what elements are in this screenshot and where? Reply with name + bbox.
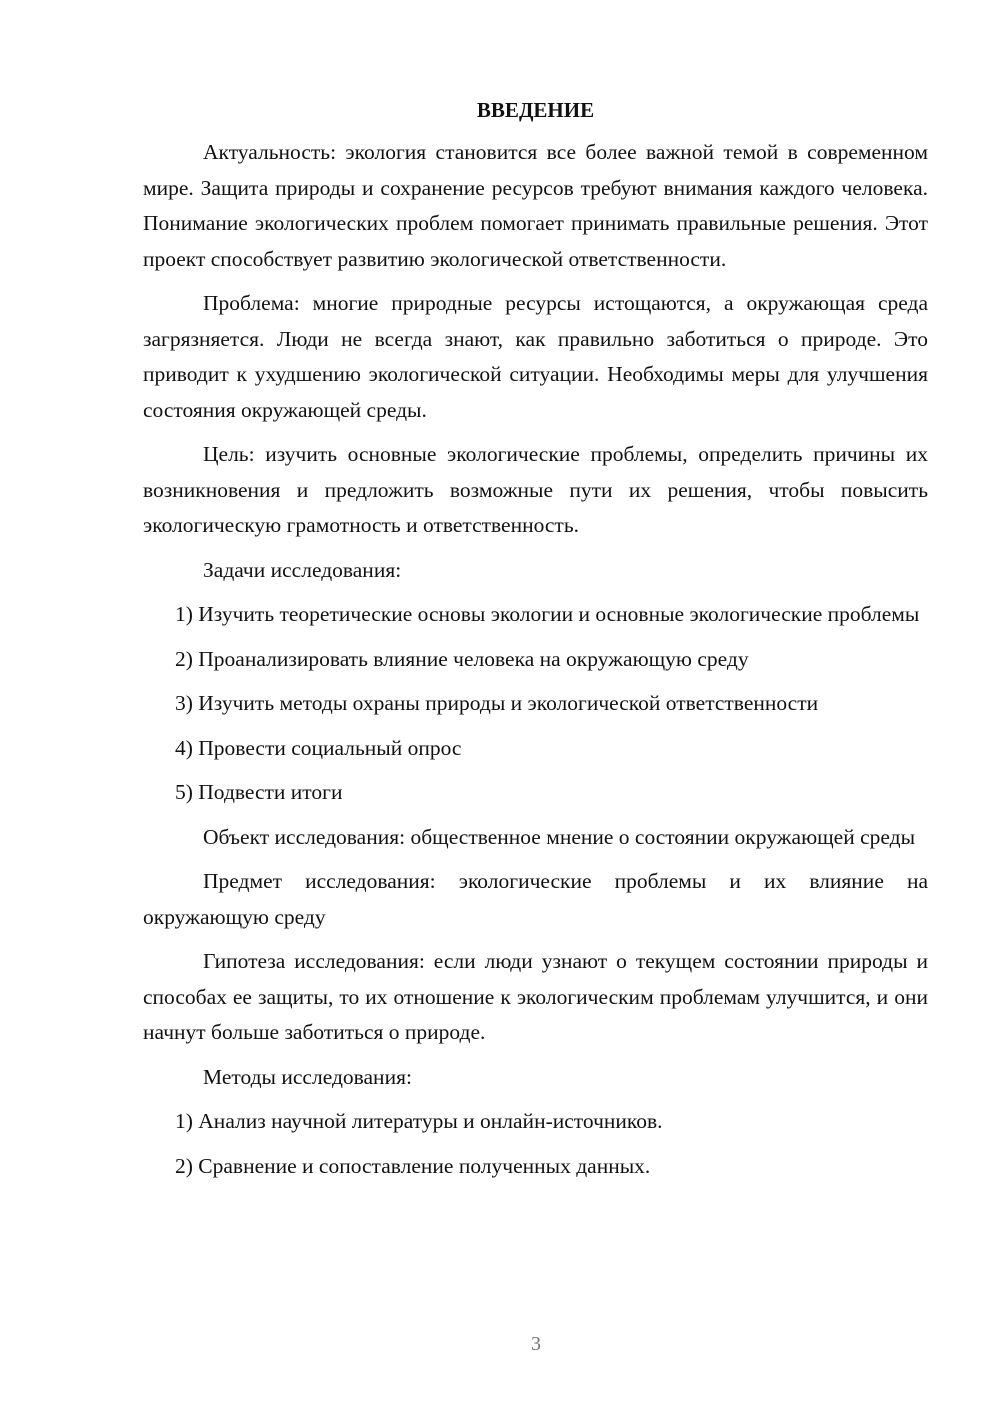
task-item: 5) Подвести итоги bbox=[175, 780, 343, 804]
method-item: 1) Анализ научной литературы и онлайн-источников. bbox=[175, 1109, 663, 1133]
problem-paragraph: Проблема: многие природные ресурсы истощаются, а окружающая среда загрязняется. Люди не всегда знают, как правильно заботиться о природе. Это приводит к ухудшению экологической ситуации. Необходимы меры для улучшения состояния окружающей среды. bbox=[143, 291, 928, 422]
document-page bbox=[143, 95, 928, 1193]
task-item: 3) Изучить методы охраны природы и экологической ответственности bbox=[175, 691, 819, 715]
page-number: 3 bbox=[531, 1333, 541, 1355]
method-item: 2) Сравнение и сопоставление полученных данных. bbox=[175, 1153, 651, 1178]
methods-heading: Методы исследования: bbox=[203, 1064, 412, 1089]
section-title: ВВЕДЕНИЕ bbox=[476, 98, 595, 122]
subject-paragraph: Предмет исследования: экологические проблемы и их влияние на окружающую среду bbox=[143, 869, 928, 929]
hypothesis-paragraph: Гипотеза исследования: если люди узнают о текущем состоянии природы и способах ее защиты, то их отношение к экологическим проблемам улучшится, и они начнут больше заботиться о природе. bbox=[143, 949, 928, 1044]
goal-paragraph: Цель: изучить основные экологические проблемы, определить причины их возникновения и предложить возможные пути их решения, чтобы повысить экологическую грамотность и ответственность. bbox=[143, 442, 928, 537]
task-item: 2) Проанализировать влияние человека на окружающую среду bbox=[175, 646, 749, 671]
relevance-paragraph: Актуальность: экология становится все более важной темой в современном мире. Защита природы и сохранение ресурсов требуют внимания каждого человека. Понимание экологических проблем помогает принимать правильные решения. Этот проект способствует развитию экологической ответственности. bbox=[143, 140, 928, 271]
tasks-heading: Задачи исследования: bbox=[203, 557, 402, 582]
task-item: 1) Изучить теоретические основы экологии и основные экологические проблемы bbox=[175, 602, 920, 626]
task-item: 4) Провести социальный опрос bbox=[175, 735, 462, 760]
object-paragraph: Объект исследования: общественное мнение о состоянии окружающей среды bbox=[203, 824, 916, 849]
